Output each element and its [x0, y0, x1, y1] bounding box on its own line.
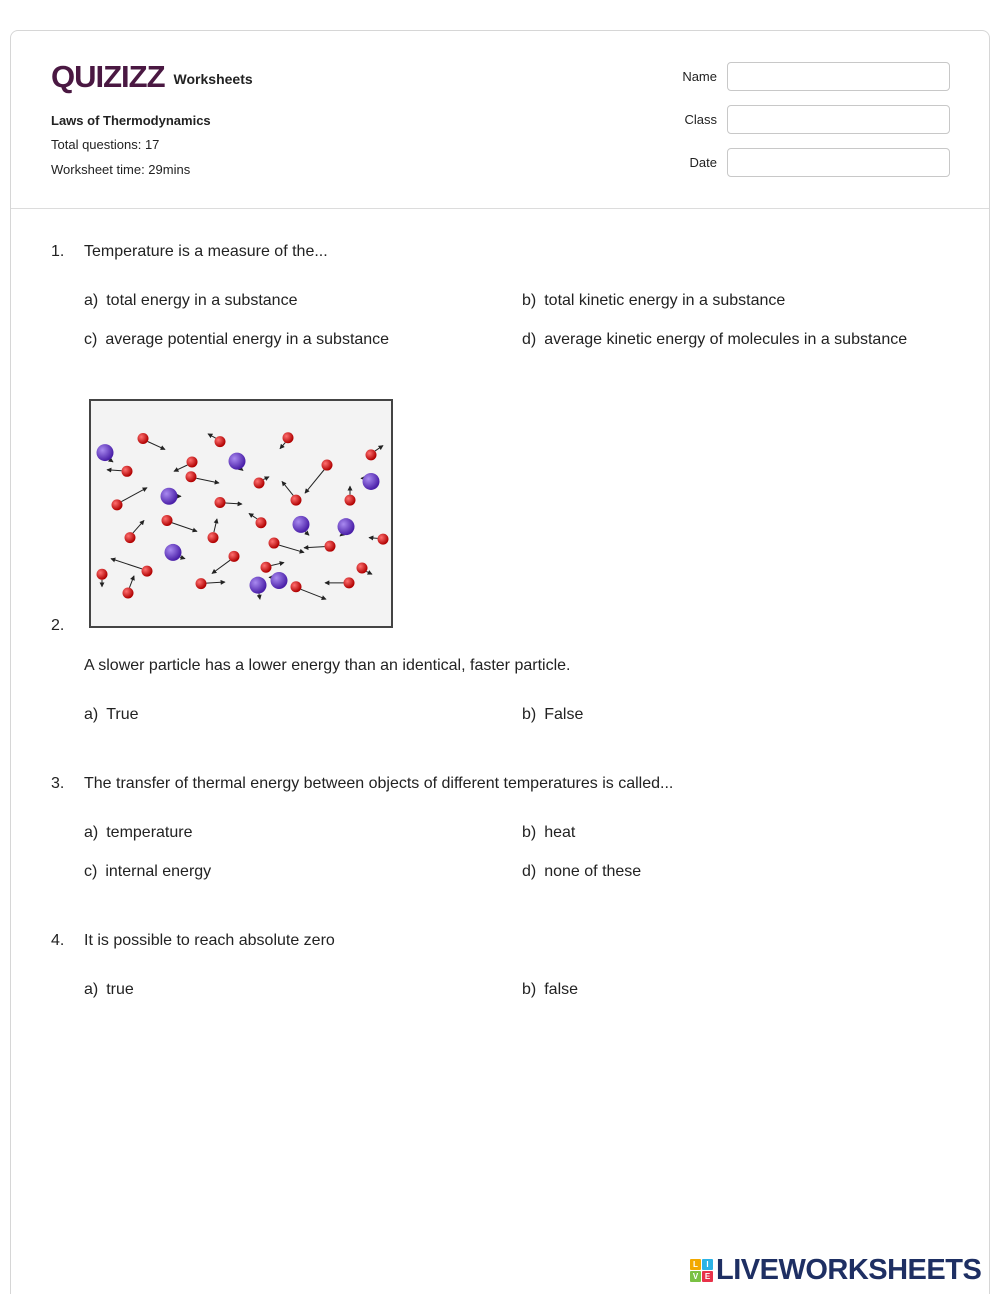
- question-4-option-b[interactable]: [522, 981, 578, 999]
- logo-tile: V: [690, 1271, 701, 1282]
- question-4-number: 4.: [51, 932, 65, 949]
- question-3-option-a[interactable]: [84, 824, 193, 842]
- class-label: Class: [684, 112, 717, 127]
- small-particle: [142, 566, 153, 577]
- small-particle: [208, 532, 219, 543]
- question-4-option-a[interactable]: [84, 981, 134, 999]
- question-1-text: Temperature is a measure of the...: [84, 243, 328, 260]
- small-particle: [256, 517, 267, 528]
- brand-subtitle: Worksheets: [173, 71, 253, 87]
- question-3-option-c[interactable]: [84, 863, 211, 881]
- small-particle: [344, 577, 355, 588]
- small-particle: [162, 515, 173, 526]
- question-3-option-d[interactable]: [522, 863, 641, 881]
- logo-tile: E: [702, 1271, 713, 1282]
- question-1-option-c[interactable]: [84, 331, 389, 349]
- logo-tile: L: [690, 1259, 701, 1270]
- worksheet-header: [11, 31, 989, 209]
- small-particle: [254, 478, 265, 489]
- worksheet-title: Laws of Thermodynamics: [51, 113, 211, 128]
- question-2-option-b[interactable]: [522, 706, 583, 724]
- option-text: average potential energy in a substance: [105, 331, 390, 348]
- large-particle: [363, 473, 380, 490]
- option-text: False: [544, 706, 584, 723]
- large-particle: [338, 518, 355, 535]
- large-particle: [271, 572, 288, 589]
- option-text: true: [106, 981, 134, 998]
- option-text: True: [106, 706, 139, 723]
- quizizz-logo: QUIZIZZ: [51, 59, 165, 94]
- option-letter: d): [522, 331, 537, 348]
- date-label: Date: [689, 155, 717, 170]
- option-letter: a): [84, 824, 99, 841]
- option-text: temperature: [106, 824, 193, 841]
- small-particle: [291, 581, 302, 592]
- small-particle: [357, 563, 368, 574]
- question-2-text: A slower particle has a lower energy than an identical, faster particle.: [84, 657, 571, 674]
- name-label: Name: [682, 69, 717, 84]
- small-particle: [378, 534, 389, 545]
- option-letter: c): [84, 331, 98, 348]
- question-3-number: 3.: [51, 775, 65, 792]
- logo-tile: I: [702, 1259, 713, 1270]
- question-3-option-b[interactable]: [522, 824, 575, 842]
- large-particle: [165, 544, 182, 561]
- question-1-number: 1.: [51, 243, 65, 260]
- question-2-number: 2.: [51, 617, 65, 634]
- worksheet-card: [10, 30, 990, 1294]
- option-letter: a): [84, 706, 99, 723]
- date-input[interactable]: [727, 148, 950, 177]
- small-particle: [97, 569, 108, 580]
- question-3-text: The transfer of thermal energy between objects of different temperatures is called...: [84, 775, 674, 792]
- option-text: false: [544, 981, 579, 998]
- large-particle: [97, 444, 114, 461]
- small-particle: [125, 532, 136, 543]
- small-particle: [112, 499, 123, 510]
- question-1-option-b[interactable]: [522, 292, 785, 310]
- small-particle: [215, 436, 226, 447]
- small-particle: [187, 456, 198, 467]
- name-input[interactable]: [727, 62, 950, 91]
- total-questions: Total questions: 17: [51, 137, 160, 152]
- small-particle: [229, 551, 240, 562]
- question-1-option-a[interactable]: [84, 292, 297, 310]
- option-text: heat: [544, 824, 576, 841]
- large-particle: [161, 488, 178, 505]
- small-particle: [269, 538, 280, 549]
- option-text: total energy in a substance: [106, 292, 298, 309]
- liveworksheets-tile-icon: [690, 1259, 713, 1282]
- option-text: none of these: [544, 863, 642, 880]
- small-particle: [123, 587, 134, 598]
- option-text: average kinetic energy of molecules in a substance: [544, 331, 908, 348]
- class-input[interactable]: [727, 105, 950, 134]
- option-text: internal energy: [105, 863, 212, 880]
- small-particle: [196, 578, 207, 589]
- small-particle: [261, 562, 272, 573]
- liveworksheets-logo[interactable]: [690, 1254, 981, 1287]
- liveworksheets-text: LIVEWORKSHEETS: [716, 1254, 982, 1286]
- small-particle: [186, 471, 197, 482]
- small-particle: [291, 495, 302, 506]
- small-particle: [325, 541, 336, 552]
- worksheet-time: Worksheet time: 29mins: [51, 162, 191, 177]
- question-2-option-a[interactable]: [84, 706, 139, 724]
- option-letter: b): [522, 706, 537, 723]
- small-particle: [283, 432, 294, 443]
- large-particle: [250, 577, 267, 594]
- option-letter: d): [522, 863, 537, 880]
- brand: [51, 59, 253, 95]
- large-particle: [293, 516, 310, 533]
- option-letter: c): [84, 863, 98, 880]
- small-particle: [138, 433, 149, 444]
- question-4-text: It is possible to reach absolute zero: [84, 932, 335, 949]
- small-particle: [345, 495, 356, 506]
- large-particle: [229, 453, 246, 470]
- option-letter: a): [84, 292, 99, 309]
- small-particle: [122, 466, 133, 477]
- question-1-option-d[interactable]: [522, 331, 907, 349]
- option-letter: b): [522, 981, 537, 998]
- option-letter: b): [522, 824, 537, 841]
- option-letter: a): [84, 981, 99, 998]
- small-particle: [215, 497, 226, 508]
- option-text: total kinetic energy in a substance: [544, 292, 786, 309]
- small-particle: [322, 460, 333, 471]
- particle-motion-diagram: [89, 399, 394, 629]
- option-letter: b): [522, 292, 537, 309]
- small-particle: [366, 449, 377, 460]
